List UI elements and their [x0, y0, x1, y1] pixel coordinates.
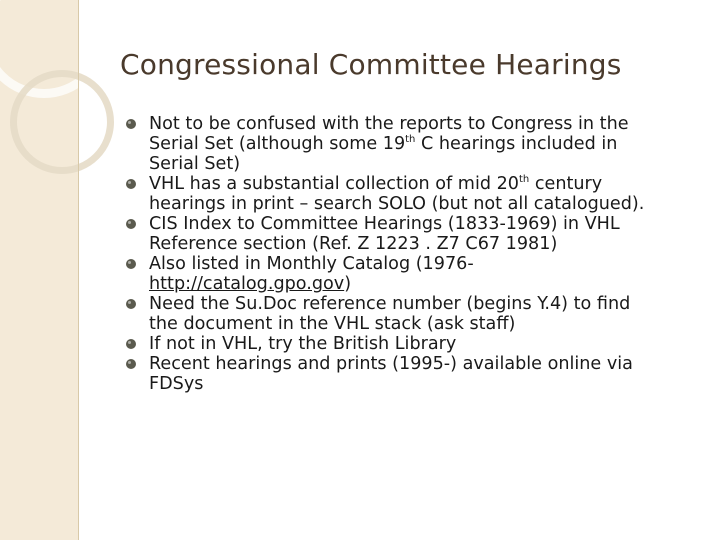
bullet-line: Serial Set): [149, 154, 241, 174]
bullet-line: If not in VHL, try the British Library: [149, 334, 457, 354]
bullet-line: hearings in print – search SOLO (but not all catalogued).: [149, 194, 645, 214]
bullet-icon: [126, 299, 136, 309]
text-segment: century: [529, 174, 603, 194]
bullet-line: CIS Index to Committee Hearings (1833-1969) in VHL: [149, 214, 620, 234]
side-divider: [78, 0, 79, 540]
bullet-icon: [126, 359, 136, 369]
slide-title: Congressional Committee Hearings: [120, 48, 622, 81]
side-decoration-panel: [0, 0, 78, 540]
text-segment: Serial Set (although some 19: [149, 134, 406, 154]
bullet-line: Recent hearings and prints (1995-) available online via: [149, 354, 633, 374]
catalog-gpo-link[interactable]: http://catalog.gpo.gov: [149, 274, 345, 294]
bullet-line: Reference section (Ref. Z 1223 . Z7 C67 1981): [149, 234, 558, 254]
superscript: th: [518, 174, 530, 186]
bullet-line: Not to be confused with the reports to Congress in the: [149, 114, 629, 134]
bullet-icon: [126, 219, 136, 229]
bullet-item: [126, 354, 706, 394]
bullet-icon: [126, 339, 136, 349]
bullet-item: [126, 254, 706, 294]
bullet-line: FDSys: [149, 374, 204, 394]
bullet-line: [149, 274, 706, 294]
bullet-line: [149, 134, 706, 154]
bullet-icon: [126, 179, 136, 189]
bullet-line: [149, 174, 706, 194]
bullet-item: [126, 334, 706, 354]
text-segment: VHL has a substantial collection of mid 20: [149, 174, 519, 194]
bullet-line: Need the Su.Doc reference number (begins Y.4) to find: [149, 294, 631, 314]
text-segment: C hearings included in: [415, 134, 618, 154]
decorative-ring: [10, 70, 114, 174]
bullet-list: [126, 114, 706, 394]
superscript: th: [405, 134, 416, 146]
bullet-icon: [126, 119, 136, 129]
bullet-item: [126, 114, 706, 174]
bullet-line: the document in the VHL stack (ask staff): [149, 314, 516, 334]
bullet-item: [126, 214, 706, 254]
bullet-item: [126, 294, 706, 334]
bullet-item: [126, 174, 706, 214]
text-segment: ): [344, 274, 352, 294]
bullet-icon: [126, 259, 136, 269]
bullet-line: Also listed in Monthly Catalog (1976-: [149, 254, 474, 274]
